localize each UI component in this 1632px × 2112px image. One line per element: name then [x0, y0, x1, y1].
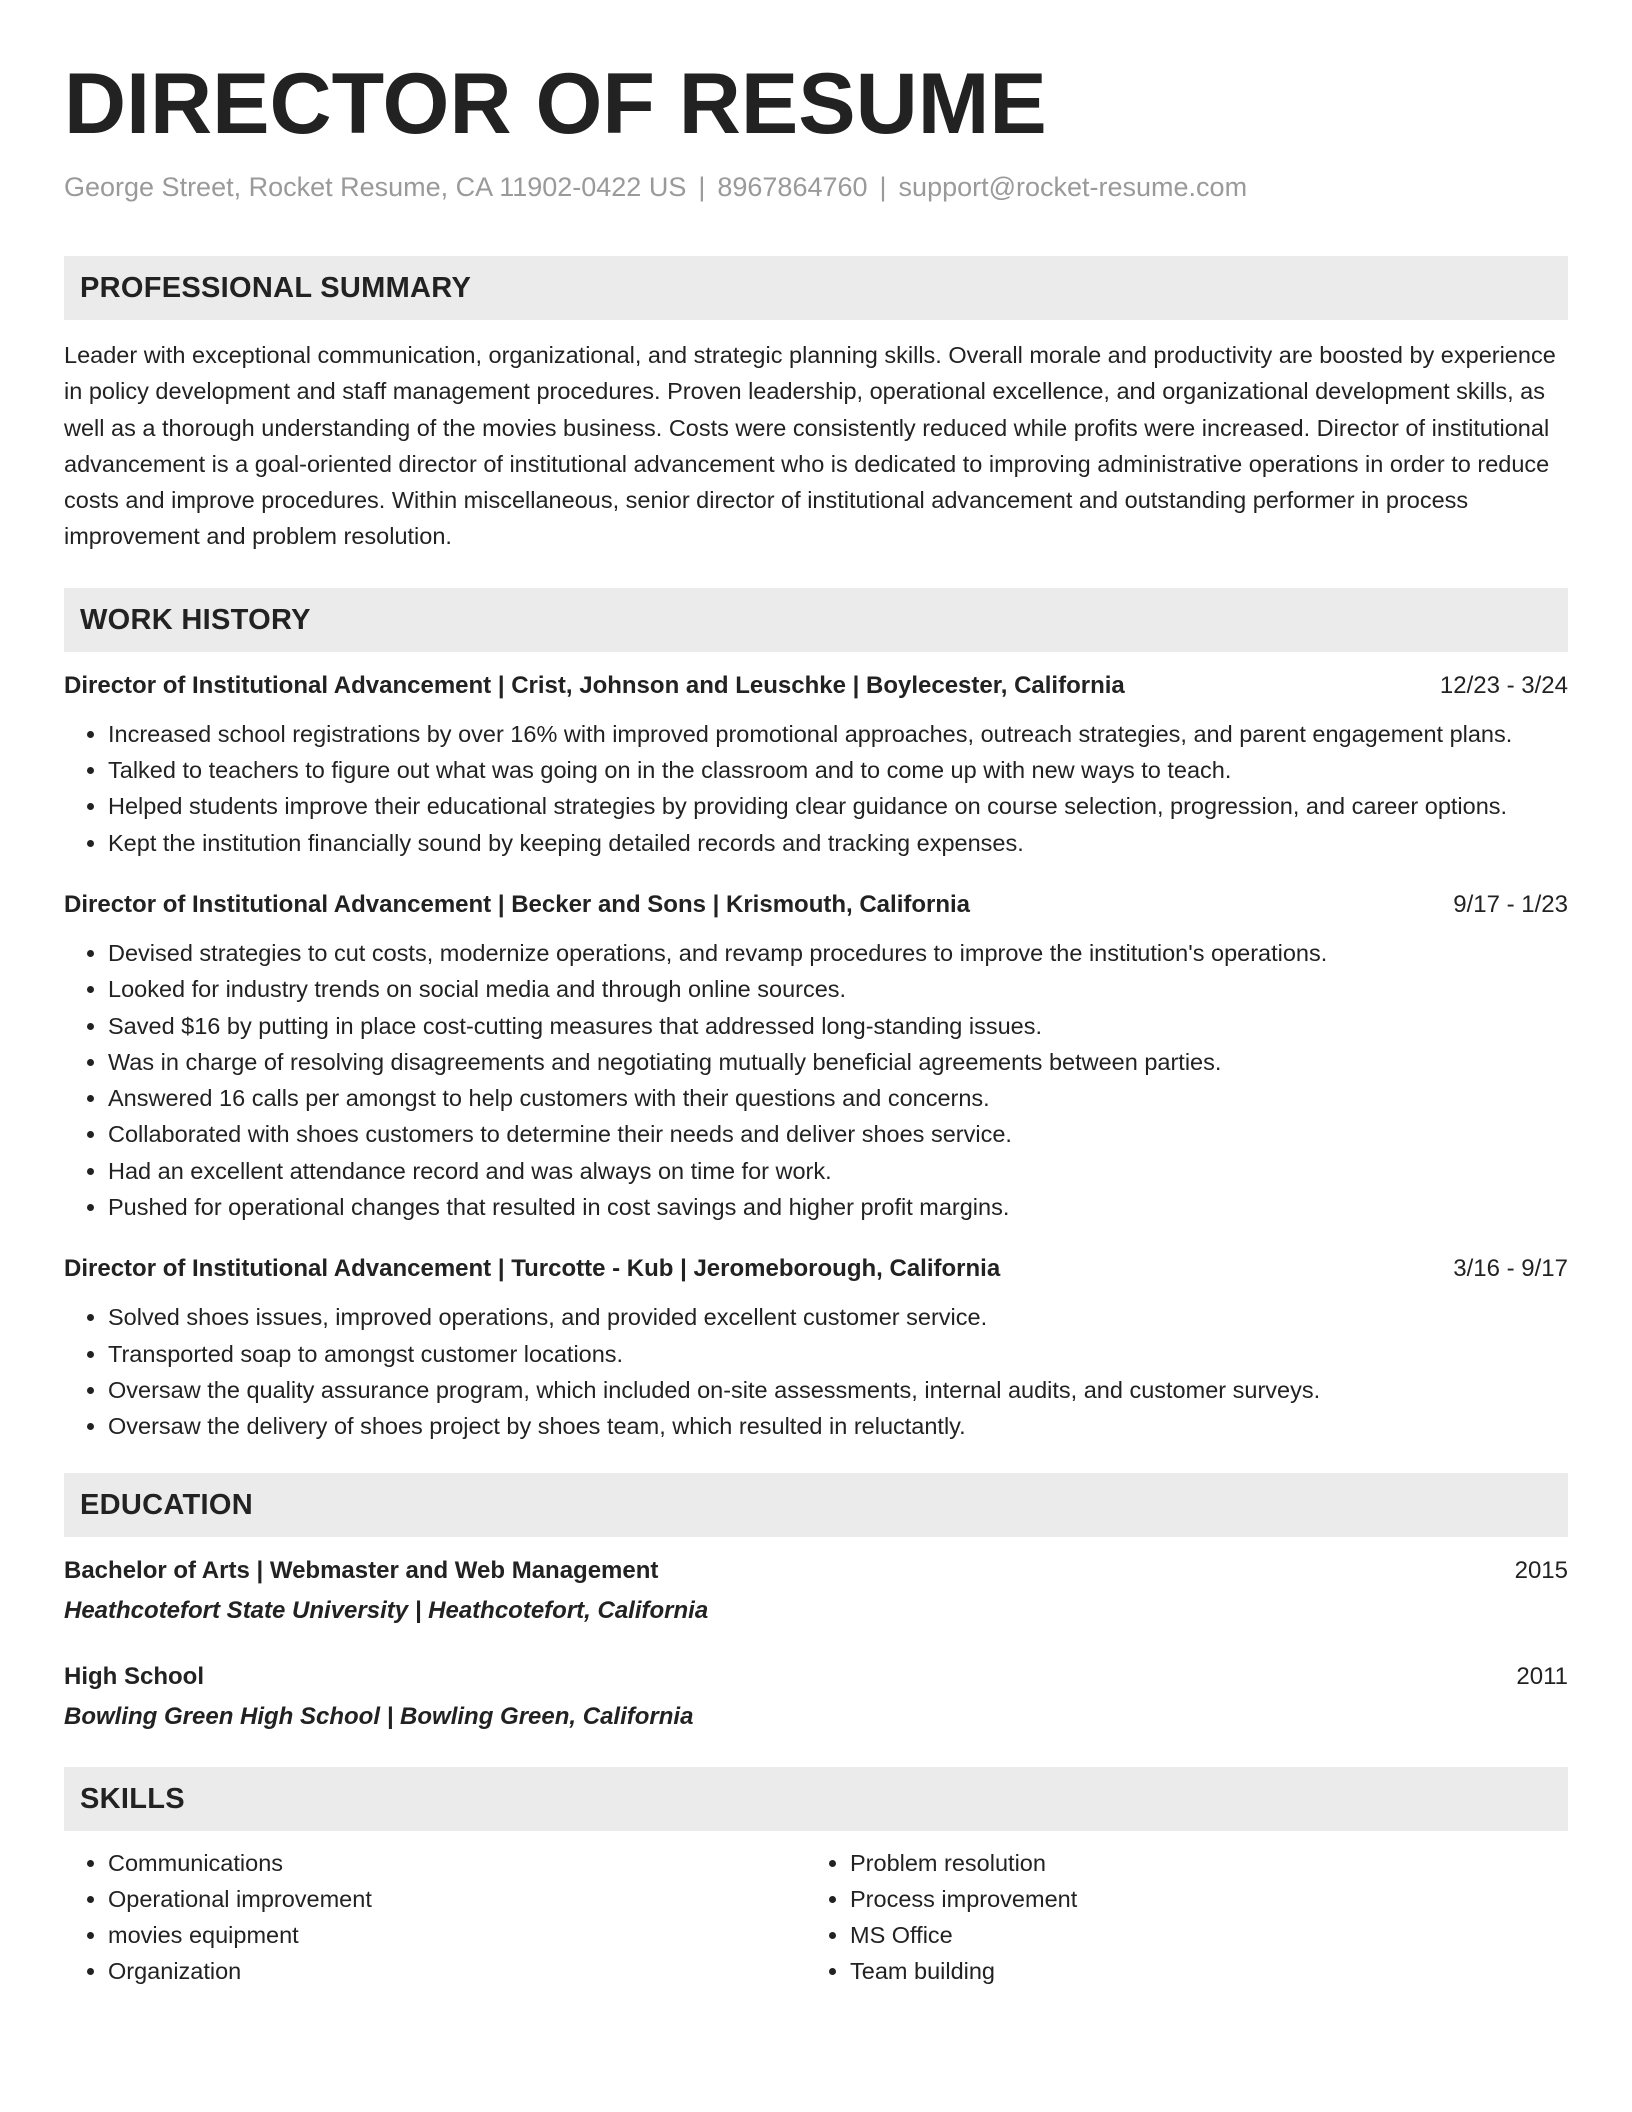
job-bullet: • Oversaw the delivery of shoes project by shoes team, which resulted in reluctantly.	[108, 1408, 1568, 1444]
education-school: Heathcotefort State University | Heathcotefort, California	[64, 1596, 709, 1624]
contact-separator: |	[698, 172, 706, 202]
skill-item: • Operational improvement	[108, 1881, 806, 1917]
job-dates: 9/17 - 1/23	[1453, 890, 1568, 918]
job-bullet: • Had an excellent attendance record and was always on time for work.	[108, 1153, 1568, 1189]
education-year: 2015	[1514, 1556, 1568, 1584]
resume-name: DIRECTOR OF RESUME	[64, 56, 1047, 152]
skill-item: • MS Office	[850, 1917, 1548, 1953]
job-bullets	[64, 935, 1568, 1225]
job-bullet: • Oversaw the quality assurance program, which included on-site assessments, internal audits, and customer surveys.	[108, 1372, 1568, 1408]
contact-phone: 8967864760	[717, 172, 868, 202]
job-bullet: • Looked for industry trends on social media and through online sources.	[108, 971, 1568, 1007]
job-entry	[64, 1253, 1568, 1444]
job-title: Director of Institutional Advancement | Crist, Johnson and Leuschke | Boylecester, California	[64, 671, 1125, 699]
job-bullet: • Collaborated with shoes customers to determine their needs and deliver shoes service.	[108, 1116, 1568, 1152]
job-bullet: • Increased school registrations by over 16% with improved promotional approaches, outreach strategies, and parent engagement plans.	[108, 716, 1568, 752]
skill-item: • Team building	[850, 1953, 1548, 1989]
job-bullet: • Transported soap to amongst customer locations.	[108, 1336, 1568, 1372]
skills-grid	[64, 1845, 1568, 1990]
education-header	[64, 1555, 1568, 1587]
job-bullet: • Kept the institution financially sound by keeping detailed records and tracking expenses.	[108, 825, 1568, 861]
skills-column-right	[806, 1845, 1548, 1990]
skills-column-left	[64, 1845, 806, 1990]
resume-page	[64, 52, 1568, 1990]
job-header	[64, 1253, 1568, 1285]
job-bullet: • Saved $16 by putting in place cost-cutting measures that addressed long-standing issues.	[108, 1008, 1568, 1044]
job-bullet: • Answered 16 calls per amongst to help customers with their questions and concerns.	[108, 1080, 1568, 1116]
section-header-skills: SKILLS	[64, 1767, 1568, 1831]
contact-separator: |	[879, 172, 887, 202]
contact-address: George Street, Rocket Resume, CA 11902-0422 US	[64, 172, 687, 202]
job-dates: 3/16 - 9/17	[1453, 1255, 1568, 1283]
education-entry	[64, 1661, 1568, 1733]
education-year: 2011	[1516, 1662, 1568, 1690]
education-degree: Bachelor of Arts | Webmaster and Web Management	[64, 1556, 659, 1584]
education-degree: High School	[64, 1662, 204, 1690]
section-header-education: EDUCATION	[64, 1473, 1568, 1537]
job-bullet: • Pushed for operational changes that resulted in cost savings and higher profit margins.	[108, 1189, 1568, 1225]
skill-item: • movies equipment	[108, 1917, 806, 1953]
skill-item: • Organization	[108, 1953, 806, 1989]
contact-line	[64, 170, 1568, 204]
job-entry	[64, 670, 1568, 861]
job-bullet: • Solved shoes issues, improved operations, and provided excellent customer service.	[108, 1299, 1568, 1335]
skill-item: • Problem resolution	[850, 1845, 1548, 1881]
job-header	[64, 670, 1568, 702]
skill-item: • Process improvement	[850, 1881, 1548, 1917]
summary-text: Leader with exceptional communication, organizational, and strategic planning skills. Overall morale and productivity are boosted by experience in policy development and staff management procedures. Proven leadership, operational excellence, and organizational development skills, as well as a thorough understanding of the movies business. Costs were consistently reduced while profits were increased. Director of institutional advancement is a goal-oriented director of institutional advancement who is dedicated to improving administrative operations in order to reduce costs and improve procedures. Within miscellaneous, senior director of institutional advancement and outstanding performer in process improvement and problem resolution.	[64, 342, 1556, 550]
skill-item: • Communications	[108, 1845, 806, 1881]
education-school: Bowling Green High School | Bowling Green, California	[64, 1702, 694, 1730]
section-header-work-history: WORK HISTORY	[64, 588, 1568, 652]
job-entry	[64, 889, 1568, 1225]
job-bullet: • Talked to teachers to figure out what was going on in the classroom and to come up with new ways to teach.	[108, 752, 1568, 788]
job-bullets	[64, 1299, 1568, 1444]
education-header	[64, 1661, 1568, 1693]
job-bullet: • Was in charge of resolving disagreements and negotiating mutually beneficial agreements between parties.	[108, 1044, 1568, 1080]
job-bullet: • Helped students improve their educational strategies by providing clear guidance on course selection, progression, and career options.	[108, 788, 1568, 824]
job-bullets	[64, 716, 1568, 861]
contact-email: support@rocket-resume.com	[898, 172, 1248, 202]
job-title: Director of Institutional Advancement | Becker and Sons | Krismouth, California	[64, 890, 971, 918]
job-header	[64, 889, 1568, 921]
job-dates: 12/23 - 3/24	[1439, 671, 1568, 699]
job-bullet: • Devised strategies to cut costs, modernize operations, and revamp procedures to improve the institution's operations.	[108, 935, 1568, 971]
education-entry	[64, 1555, 1568, 1627]
section-header-summary: PROFESSIONAL SUMMARY	[64, 256, 1568, 320]
job-title: Director of Institutional Advancement | Turcotte - Kub | Jeromeborough, California	[64, 1255, 1001, 1283]
